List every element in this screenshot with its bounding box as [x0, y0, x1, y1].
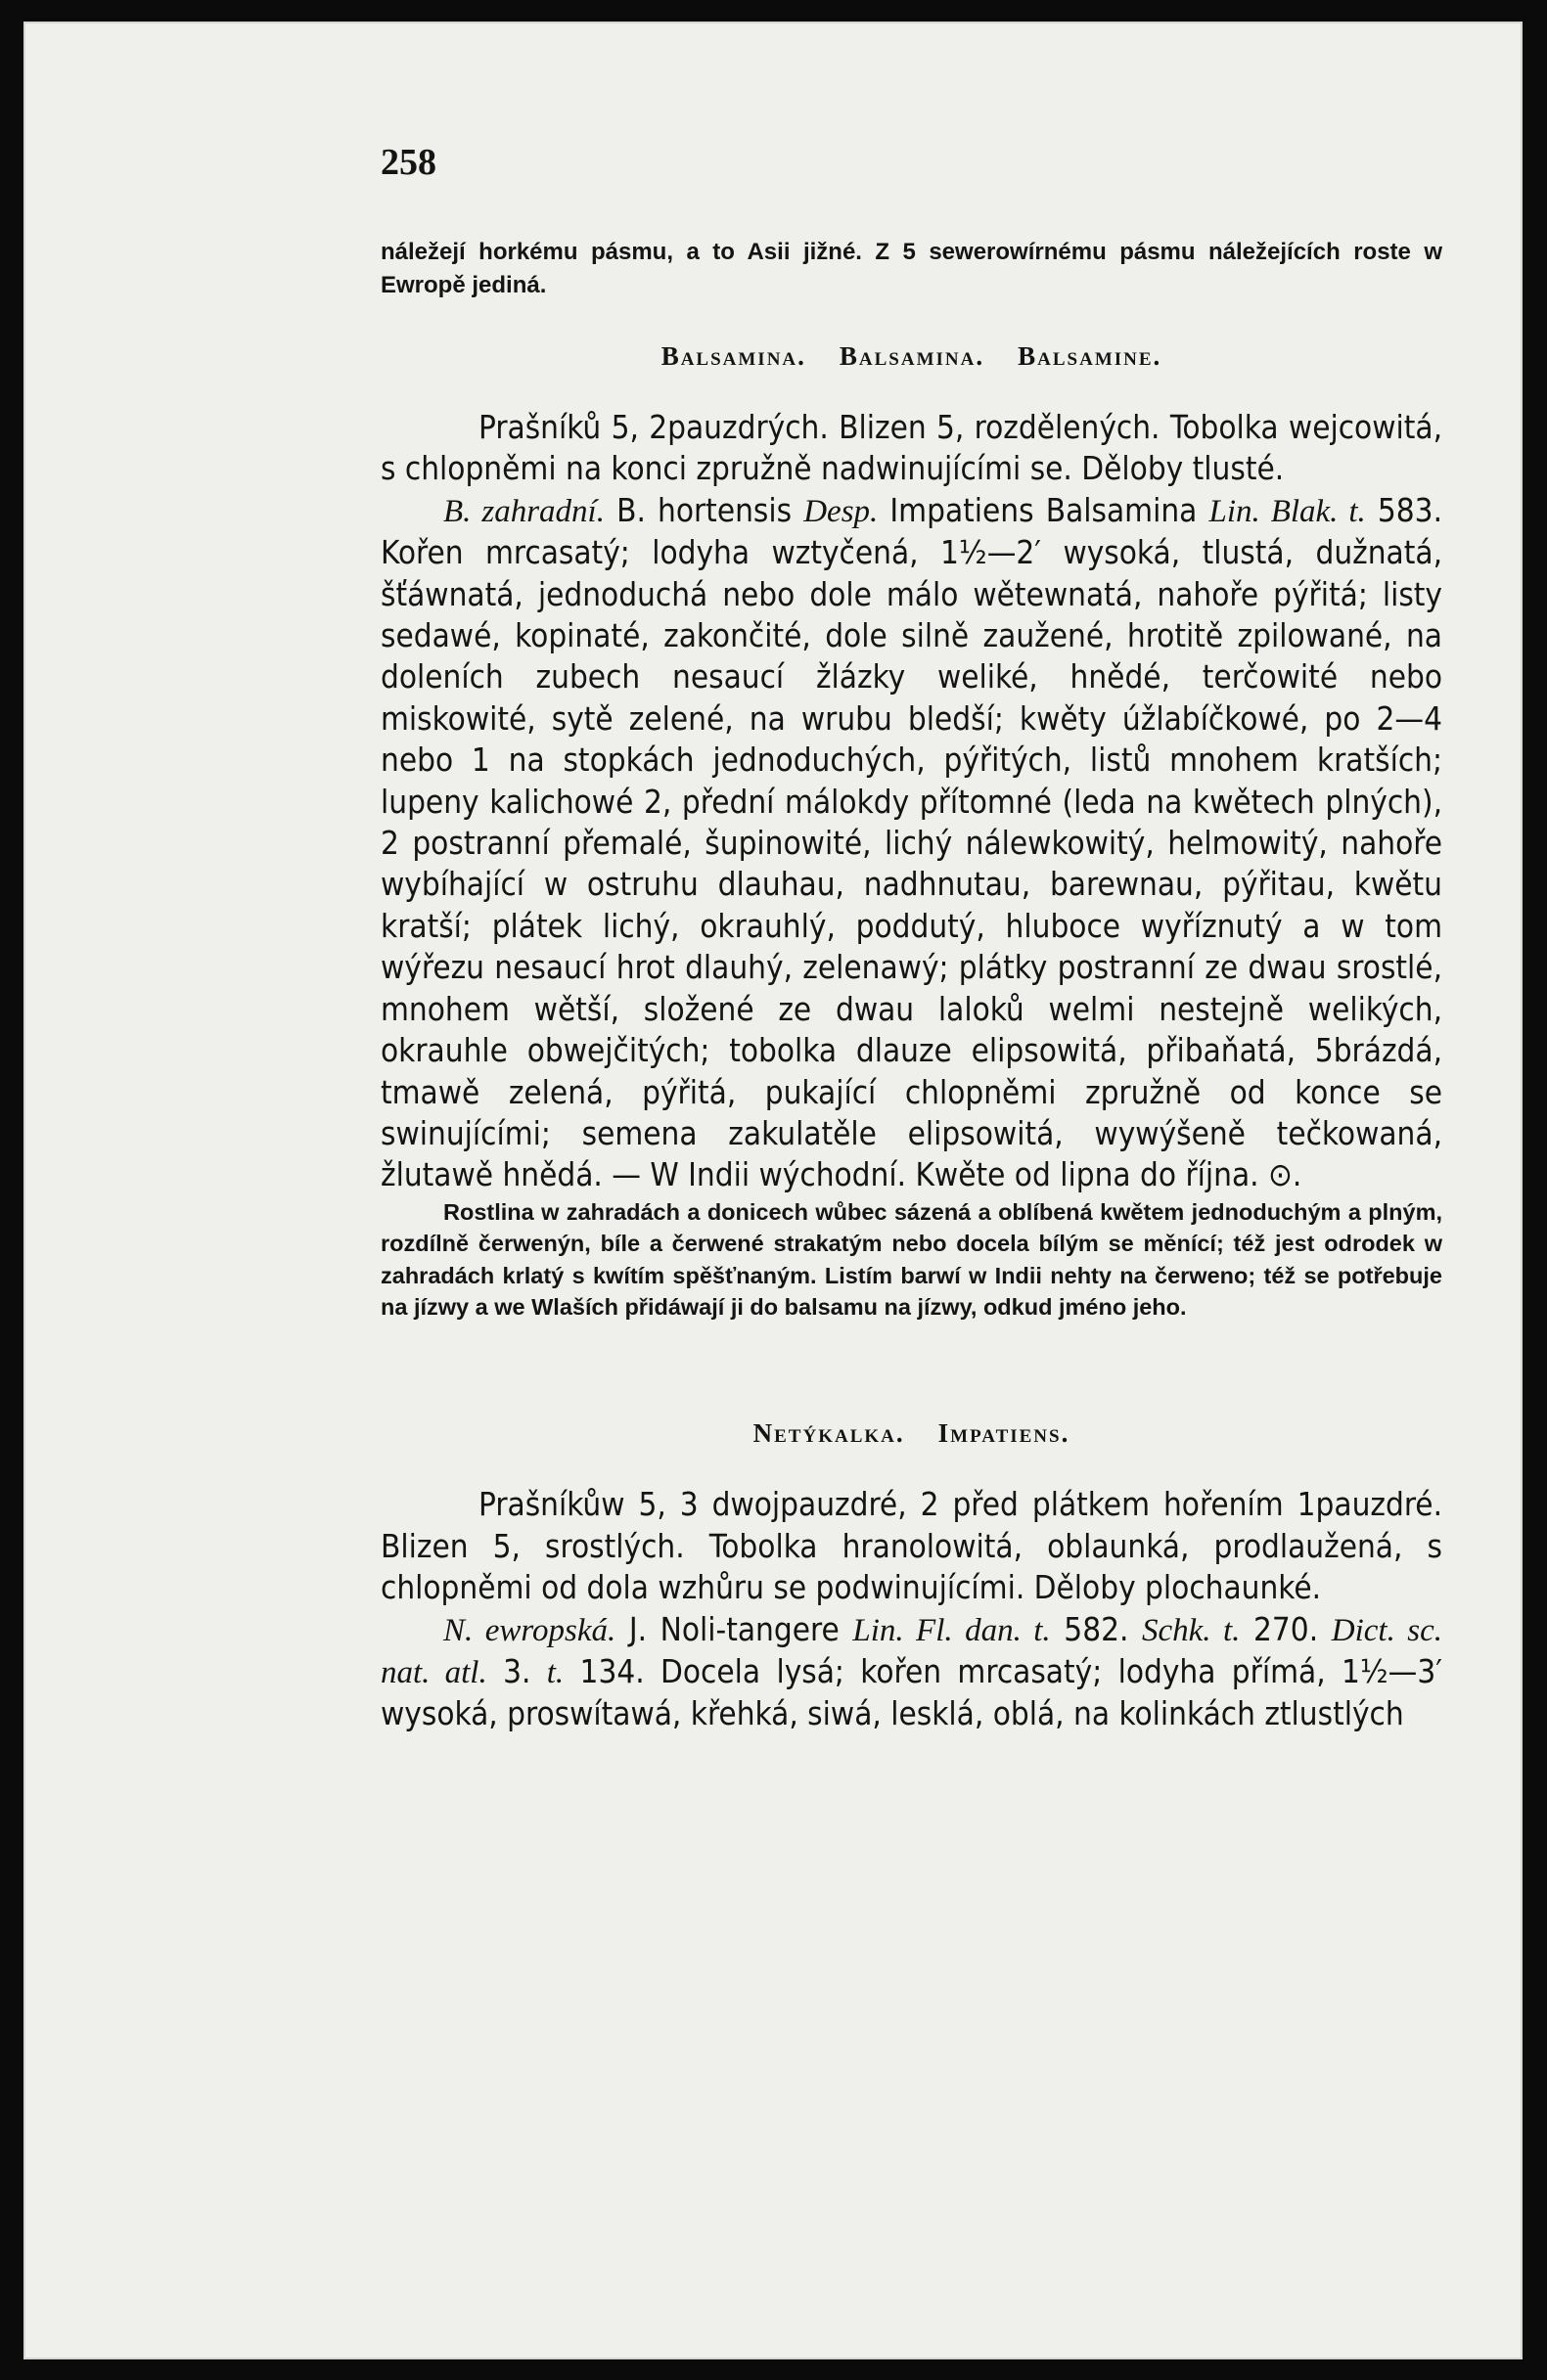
- species-balsamina-hortensis: [381, 490, 1442, 1196]
- species2-ref3b: t.: [546, 1654, 565, 1690]
- genus-header-balsamina: [381, 341, 1442, 372]
- species2-ref3-num: 3.: [486, 1651, 547, 1690]
- genus-name-latin: Balsamina.: [839, 341, 985, 371]
- species2-ref2-num: 270.: [1240, 1609, 1332, 1648]
- genus2-name-czech: Netýkalka.: [752, 1418, 905, 1449]
- genus2-description-text: Prašníkůw 5, 3 dwojpauzdré, 2 před plátkem hořením 1pauzdré. Blizen 5, srostlých. Tobolka hranolowitá, oblaunká, prodlaužená, s chlopněmi od dola wzhůru se podwinujícími. Děloby plochaunké.: [381, 1485, 1442, 1607]
- species2-ref1: Lin. Fl. dan. t.: [852, 1612, 1051, 1648]
- intro-paragraph: náležejí horkému pásmu, a to Asii jižné. Z 5 sewerowírnému pásmu náležejících roste w Ewropě jediná.: [381, 239, 1442, 298]
- species-impatiens-noli-tangere: [381, 1609, 1442, 1735]
- species-synonym: Impatiens Balsamina: [878, 490, 1209, 529]
- species2-name-czech: N. ewropská.: [443, 1612, 616, 1648]
- genus-description-text: Prašníků 5, 2pauzdrých. Blizen 5, rozdělených. Tobolka wejcowitá, s chlopněmi na konci zpružně nadwinujícími se. Děloby tlusté.: [381, 408, 1442, 488]
- page-frame: [23, 22, 1523, 2359]
- species-name-latin: B. hortensis: [604, 490, 804, 529]
- species-description: 583. Kořen mrcasatý; lodyha wztyčená, 1½—2′ wysoká, tlustá, dužnatá, šťáwnatá, jednoduchá nebo dole málo wětewnatá, nahoře pýřitá; listy sedawé, kopinaté, zakončité, dole silně zaužené, hrotitě zpilowané, na doleních zubech nesaucí žlázky weliké, hnědé, terčowité nebo miskowité, sytě zelené, na wrubu bledší; kwěty úžlabíčkowé, po 2—4 nebo 1 na stopkách jednoduchých, pýřitých, listů mnohem kratších; lupeny kalichowé 2, přední málokdy přítomné (leda na kwětech plných), 2 postranní přemalé, šupinowité, lichý nálewkowitý, helmowitý, nahoře wybíhající w ostruhu dlauhau, nadhnutau, barewnau, pýřitau, kwětu kratší; plátek lichý, okrauhlý, poddutý, hluboce wyříznutý a w tom wýřezu nesaucí hrot dlauhý, zelenawý; plátky postranní ze dwau srostlé, mnohem wětší, složené ze dwau laloků welmi nestejně welikých, okrauhle obwejčitých; tobolka dlauze elipsowitá, přibaňatá, 5brázdá, tmawě zelená, pýřitá, pukající chlopněmi zpružně od konce se swinujícími; semena zakulatěle elipsowitá, wywýšeně tečkowaná, žlutawě hnědá. — W Indii wýchodní. Kwěte od lipna do října. ⊙.: [381, 490, 1442, 1194]
- species-note-text: Rostlina w zahradách a donicech wůbec sázená a oblíbená kwětem jednoduchým a plným, rozdílně čerwenýn, bíle a čerwené strakatým nebo docela bílým se měnící; též jest odrodek w zahradách krlatý s kwítím spěšťnaným. Listím barwí w Indii nehty na čerweno; též se potřebuje na jízwy a we Wlaších přidáwají ji do balsamu na jízwy, odkud jméno jeho.: [381, 1198, 1442, 1320]
- genus2-name-latin: Impatiens.: [937, 1418, 1070, 1449]
- genus-name-french: Balsamine.: [1018, 341, 1162, 371]
- genus-header-impatiens: [381, 1418, 1442, 1449]
- species2-ref2: Schk. t.: [1142, 1612, 1241, 1648]
- species-author: Desp.: [803, 493, 879, 529]
- genus-description-impatiens: [381, 1484, 1442, 1608]
- species2-ref1-num: 582.: [1050, 1609, 1143, 1648]
- species-synonym-author: Lin. Blak. t.: [1208, 493, 1366, 529]
- genus-description-balsamina: [381, 407, 1442, 490]
- genus-name-czech: Balsamina.: [660, 341, 806, 371]
- species2-description: 134. Docela lysá; kořen mrcasatý; lodyha přímá, 1½—3′ wysoká, proswítawá, křehká, siwá, lesklá, oblá, na kolinkách ztlustlých: [381, 1651, 1442, 1733]
- book-page: [381, 144, 1442, 1735]
- species-name-czech: B. zahradní.: [443, 493, 605, 529]
- species2-ref3: Dict. sc. nat. atl.: [381, 1612, 1442, 1690]
- species-note: [381, 1196, 1442, 1324]
- species2-name-latin: J. Noli-tangere: [615, 1609, 853, 1648]
- page-number: 258: [381, 142, 436, 183]
